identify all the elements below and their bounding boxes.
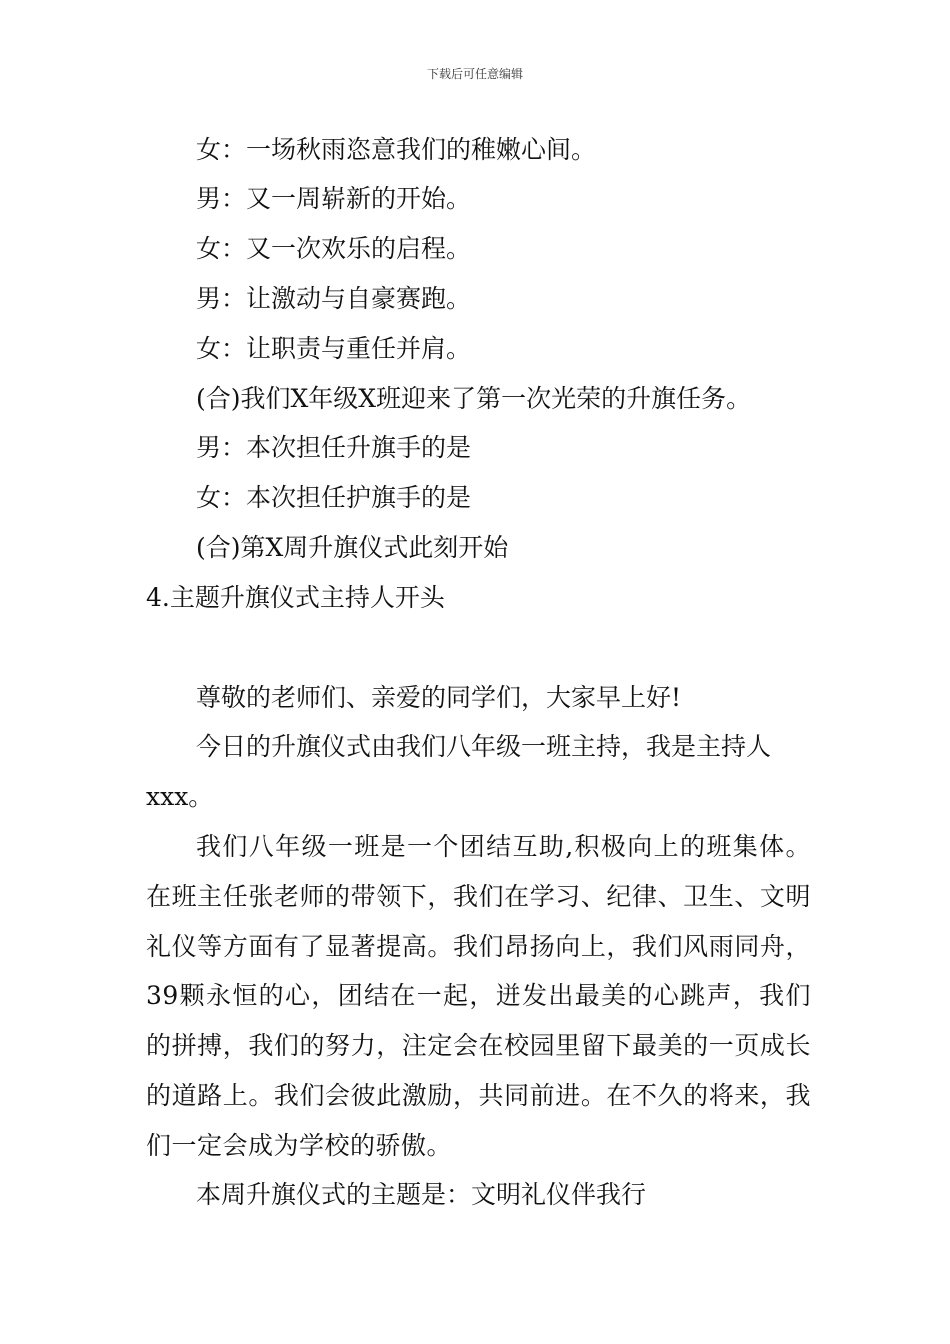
dialogue-line: 男：让激动与自豪赛跑。 <box>196 284 472 313</box>
dialogue-line: 女：又一次欢乐的启程。 <box>196 234 472 263</box>
section-heading: 4.主题升旗仪式主持人开头 <box>146 583 445 612</box>
page-header-note: 下载后可任意编辑 <box>426 67 523 81</box>
class-description-text: 我们八年级一班是一个团结互助,积极向上的班集体。在班主任张老师的带领下，我们在学习、纪律、卫生、文明礼仪等方面有了显著提高。我们昂扬向上，我们风雨同舟，39颗永恒的心，团结在一起，迸发出最美的心跳声，我们的拼搏，我们的努力，注定会在校园里留下最美的一页成长的道路上。我们会彼此激励，共同前进。在不久的将来，我们一定会成为学校的骄傲。 <box>146 832 811 1160</box>
class-description-paragraph <box>146 822 811 1171</box>
dialogue-line: 女：让职责与重任并肩。 <box>196 334 472 363</box>
dialogue-line: 男：本次担任升旗手的是 <box>196 433 472 462</box>
greeting-line: 尊敬的老师们、亲爱的同学们，大家早上好! <box>196 683 682 712</box>
dialogue-line: 男：又一周崭新的开始。 <box>196 184 472 213</box>
theme-line: 本周升旗仪式的主题是：文明礼仪伴我行 <box>196 1180 647 1209</box>
dialogue-line: 女：一场秋雨恣意我们的稚嫩心间。 <box>196 135 597 164</box>
host-name-line: xxx。 <box>146 782 214 811</box>
dialogue-line: (合)第X周升旗仪式此刻开始 <box>196 533 509 562</box>
dialogue-line: 女：本次担任护旗手的是 <box>196 483 472 512</box>
dialogue-line: (合)我们X年级X班迎来了第一次光荣的升旗任务。 <box>196 384 752 413</box>
intro-line: 今日的升旗仪式由我们八年级一班主持，我是主持人 <box>196 732 772 761</box>
